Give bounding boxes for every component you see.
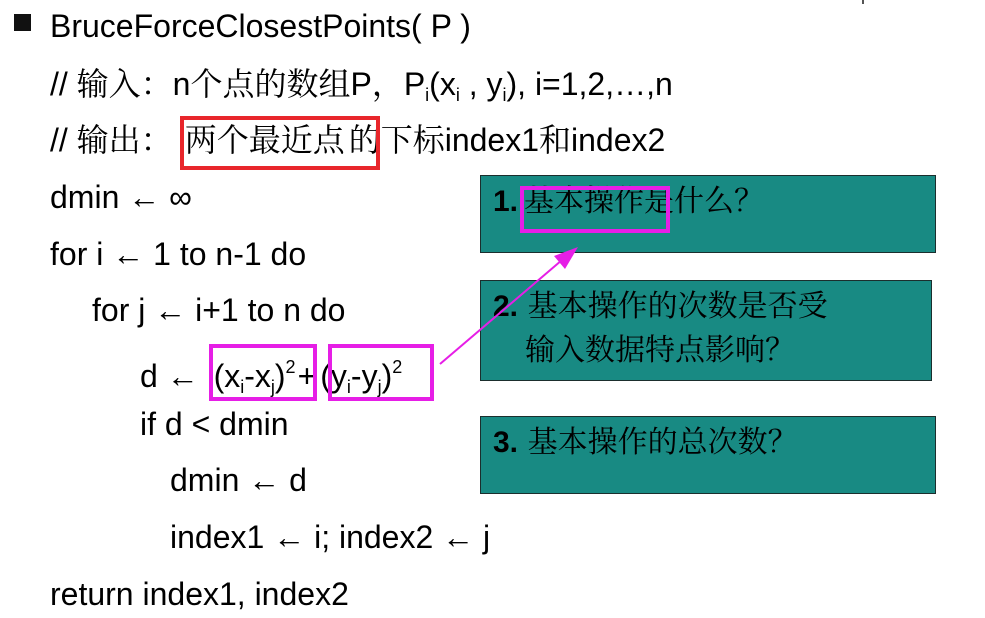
question-1-box: 1. 基本操作是什么？: [480, 175, 936, 253]
term-y: $(y_i-y_j)^2$: [320, 357, 403, 397]
algorithm-title: BruceForceClosestPoints( P ): [50, 8, 471, 44]
input-comment: // 输入：n个点的数组P，$P_i(x_i$ , $y_i$), i=1,2,…,n: [50, 66, 673, 105]
output-highlight-text: 两个最近点: [184, 122, 345, 158]
question-2-box: 2. 基本操作的次数是否受 输入数据特点影响？: [480, 280, 932, 381]
output-comment: // 输出： 两个最近点 的下标index1和index2: [50, 122, 666, 158]
question-1-highlight: 基本操作: [524, 184, 645, 219]
code-d-assign: d ← $(x_i-x_j)^2+ (y_i-y_j)^2$: [140, 357, 403, 397]
term-x: $(x_i-x_j)^2$: [213, 357, 296, 397]
code-for-j: for j ← i+1 to n do: [92, 292, 346, 328]
code-if: if d < dmin: [140, 406, 289, 442]
code-index-update: index1 ← i; index2 ← j: [170, 519, 491, 555]
code-for-i: for i ← 1 to n-1 do: [50, 236, 307, 272]
question-3-box: 3. 基本操作的总次数？: [480, 416, 936, 494]
code-dmin-update: dmin ← d: [170, 462, 307, 498]
code-dmin-init: dmin ← ∞: [50, 179, 192, 215]
code-return: return index1, index2: [50, 576, 349, 612]
